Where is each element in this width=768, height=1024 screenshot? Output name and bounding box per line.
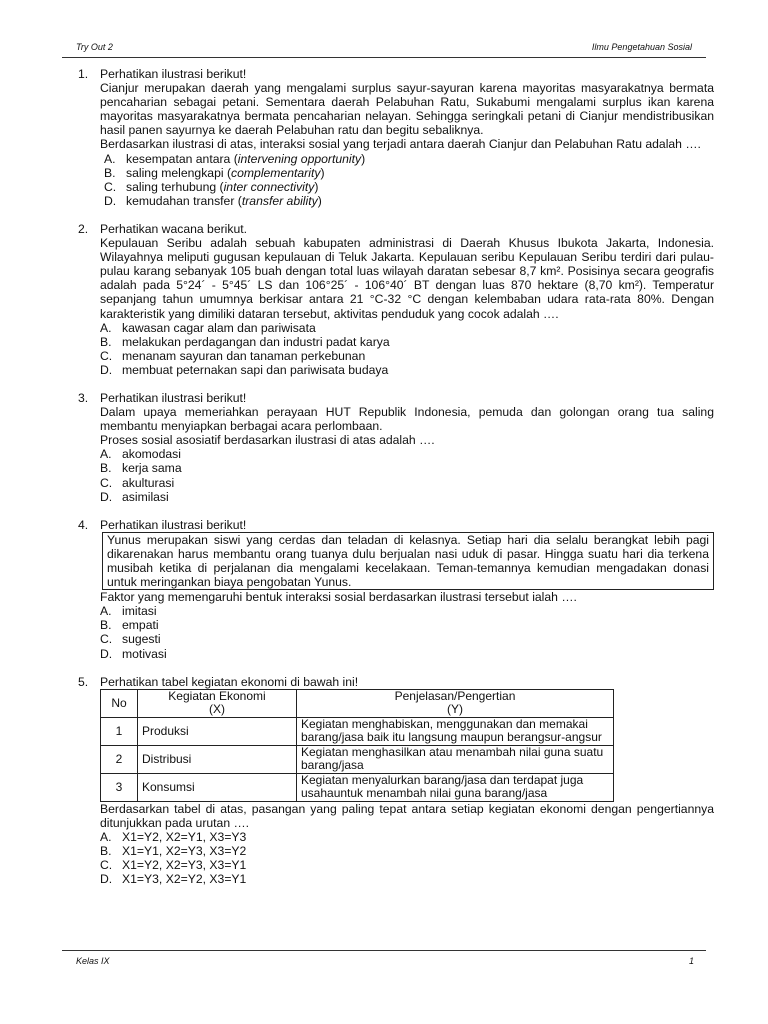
option-a[interactable]: A. imitasi	[100, 604, 157, 619]
cell-activity: Produksi	[138, 717, 297, 745]
question-prompt: Faktor yang memengaruhi bentuk interaksi sosial berdasarkan ilustrasi tersebut ialah ….	[100, 590, 577, 605]
question-intro: Perhatikan wacana berikut.	[100, 221, 248, 236]
option-a[interactable]: A. X1=Y2, X2=Y1, X3=Y3	[100, 829, 247, 844]
question-prompt: Proses sosial asosiatif berdasarkan ilustrasi di atas adalah ….	[100, 433, 435, 448]
option-d[interactable]: D. motivasi	[100, 646, 167, 661]
question-prompt: Berdasarkan ilustrasi di atas, interaksi sosial yang terjadi antara daerah Cianjur dan Pelabuhan Ratu adalah ….	[100, 137, 701, 152]
page-header	[62, 40, 706, 58]
option-list	[100, 447, 714, 503]
header-right: Ilmu Pengetahuan Sosial	[591, 42, 692, 52]
cell-definition: Kegiatan menyalurkan barang/jasa dan terdapat juga usahauntuk menambah nilai guna barang/jasa	[297, 773, 614, 801]
question-number: 3.	[78, 390, 89, 405]
question-3	[78, 391, 714, 504]
question-text: Kepulauan Seribu adalah sebuah kabupaten administrasi di Daerah Khusus Ibukota Jakarta, Indonesia. Wilayahnya meliputi gugusan kepulauan di Teluk Jakarta. Kepulauan seribu Kepulauan Seribu terdiri dari pulau-pulau karang sebanyak 105 buah dengan total luas wilayah daratan sebesar 8,7 km². Posisinya secara geografis adalah pada 5°24´ - 5°45´ LS dan 106°25´ - 106°40´ BT dengan luas 870 hektare (8,70 km²). Temperatur sepanjang tahun umumnya berkisar antara 21 °C-32 °C dengan kelembaban udara rata-rata 80%. Dengan karakteristik yang dimiliki dataran tersebut, aktivitas penduduk yang cocok adalah ….	[100, 236, 714, 321]
question-2	[78, 222, 714, 377]
col-x-header: Kegiatan Ekonomi (X)	[138, 689, 297, 717]
option-b[interactable]: B. melakukan perdagangan dan industri padat karya	[100, 334, 390, 349]
option-b[interactable]: B. X1=Y1, X2=Y3, X3=Y2	[100, 844, 247, 859]
table-row	[101, 745, 614, 773]
option-list	[100, 830, 714, 886]
option-a[interactable]: A. kawasan cagar alam dan pariwisata	[100, 320, 316, 335]
option-b[interactable]: B. saling melengkapi (complementarity)	[104, 165, 325, 180]
table-header-row	[101, 689, 614, 717]
question-text: Cianjur merupakan daerah yang mengalami surplus sayur-sayuran karena mayoritas masyarakatnya bermata pencaharian sebagai petani. Sementara daerah Pelabuhan Ratu, Sukabumi mengalami surplus ikan karena mayoritas masyarakatnya bermata pencaharian nelayan. Sehingga seringkali petani di Cianjur mendistribusikan hasil panen sayurnya ke daerah Pelabuhan ratu dan begitu sebaliknya.	[100, 81, 714, 138]
option-c[interactable]: C. menanam sayuran dan tanaman perkebunan	[100, 348, 366, 363]
option-list	[100, 152, 714, 208]
page-number: 1	[688, 956, 694, 966]
option-a[interactable]: A. akomodasi	[100, 447, 181, 462]
option-d[interactable]: D. kemudahan transfer (transfer ability)	[104, 193, 322, 208]
question-5	[78, 675, 714, 887]
cell-activity: Konsumsi	[138, 773, 297, 801]
option-c[interactable]: C. X1=Y2, X2=Y3, X3=Y1	[100, 858, 247, 873]
question-intro: Perhatikan ilustrasi berikut!	[100, 67, 247, 81]
col-y-header: Penjelasan/Pengertian (Y)	[297, 689, 614, 717]
question-4	[78, 518, 714, 661]
table-row	[101, 773, 614, 801]
cell-no: 2	[101, 745, 138, 773]
cell-no: 3	[101, 773, 138, 801]
question-text: Dalam upaya memeriahkan perayaan HUT Republik Indonesia, pemuda dan golongan orang tua saling membantu menyiapkan berbagai acara perlombaan.	[100, 405, 714, 434]
option-c[interactable]: C. saling terhubung (inter connectivity)	[104, 179, 319, 194]
table-row	[101, 717, 614, 745]
col-no-header: No	[101, 689, 138, 717]
option-b[interactable]: B. empati	[100, 618, 159, 633]
footer-divider	[62, 950, 706, 951]
question-1	[78, 67, 714, 208]
cell-definition: Kegiatan menghasilkan atau menambah nilai guna suatu barang/jasa	[297, 745, 614, 773]
question-intro: Perhatikan ilustrasi berikut!	[100, 517, 247, 532]
question-number: 5.	[78, 674, 89, 689]
option-d[interactable]: D. X1=Y3, X2=Y2, X3=Y1	[100, 872, 247, 887]
question-prompt: Berdasarkan tabel di atas, pasangan yang paling tepat antara setiap kegiatan ekonomi dengan pengertiannya ditunjukkan pada urutan ….	[100, 801, 714, 830]
question-list	[78, 67, 714, 900]
header-divider	[62, 57, 706, 58]
question-number: 4.	[78, 517, 89, 532]
question-intro: Perhatikan tabel kegiatan ekonomi di bawah ini!	[100, 674, 359, 689]
cell-no: 1	[101, 717, 138, 745]
option-a[interactable]: A. kesempatan antara (intervening opportunity)	[104, 151, 366, 166]
footer-left: Kelas IX	[76, 956, 110, 966]
illustration-box: Yunus merupakan siswi yang cerdas dan teladan di kelasnya. Setiap hari dia selalu berangkat lebih pagi dikarenakan harus membantu orang tuanya dulu berjualan nasi uduk di pasar. Hingga suatu hari dia terkena musibah ketika di perjalanan dia mengalami kecelakaan. Teman-temannya kemudian mengadakan donasi untuk meringankan biaya pengobatan Yunus.	[102, 532, 714, 590]
option-d[interactable]: D. membuat peternakan sapi dan pariwisata budaya	[100, 362, 389, 377]
header-left: Try Out 2	[76, 42, 113, 52]
option-c[interactable]: C. akulturasi	[100, 475, 175, 490]
question-number: 2.	[78, 221, 89, 236]
option-b[interactable]: B. kerja sama	[100, 461, 182, 476]
cell-definition: Kegiatan menghabiskan, menggunakan dan memakai barang/jasa baik itu langsung maupun berangsur-angsur	[297, 717, 614, 745]
question-intro: Perhatikan ilustrasi berikut!	[100, 390, 247, 405]
option-c[interactable]: C. sugesti	[100, 632, 161, 647]
question-number: 1.	[78, 67, 89, 81]
option-list	[100, 604, 714, 660]
option-list	[100, 321, 714, 377]
cell-activity: Distribusi	[138, 745, 297, 773]
economic-activity-table	[100, 689, 614, 802]
option-d[interactable]: D. asimilasi	[100, 489, 169, 504]
